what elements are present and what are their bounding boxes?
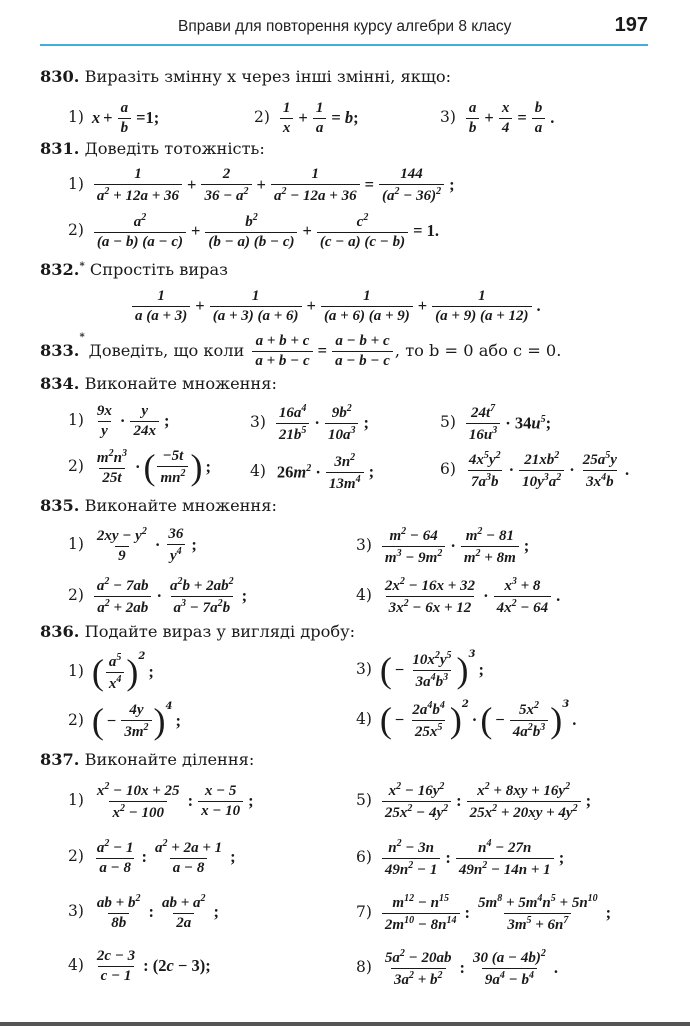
exercise: 5) $x^2 - 16y^2$ $25x^2 - 4y^2$ : $x^2 + 8xy + 16y^2$ $25x^2 + 20xy + 4y^2$ ; — [356, 781, 592, 821]
exercise: 8) $5a^2 - 20ab$ $3a^2 + b^2$ : 30 $(a - 4b)^2$ $9a^4 - b^4$ . — [356, 948, 558, 988]
task-text: Виразіть змінну x через інші змінні, якщо: — [84, 67, 452, 86]
exercise: 3) ab + $b^2$ 8b : ab + $a^2$ 2a ; — [68, 893, 220, 931]
exercise: 2) $m^2n^3$ 25t · ( −5t $mn^2$ ) ; — [68, 447, 211, 487]
task-text: Виконайте ділення: — [84, 750, 255, 769]
exercise: 2) $a^2 - 1$ a − 8 : $a^2 + 2a + 1$ a − 8 ; — [68, 838, 236, 876]
task-text: Подайте вираз у вигляді дробу: — [84, 622, 356, 641]
task-834: 834. Виконайте множення: — [40, 374, 277, 393]
exercise: 1) $x^2 - 10x + 25$ $x^2 - 100$ : x − 5 x − 10 ; — [68, 781, 254, 821]
task-text: Виконайте множення: — [84, 496, 277, 515]
exercise: 5) $24t^7$ $16u^3$ · $34u^5$; — [440, 403, 552, 443]
task-text: Виконайте множення: — [84, 374, 277, 393]
exercise: 1 a (a + 3) + $\frac{1}{(a + 3) (a + 6)}$ + $\frac{1}{(a + 6) (a + 9)}$ + $\frac{1}{(a + 9) (a + 12)}$ . — [130, 288, 544, 324]
page-number: 197 — [614, 14, 648, 36]
task-836: 836. Подайте вираз у вигляді дробу: — [40, 622, 356, 641]
exercise: 1) 9x y · y 24x ; — [68, 403, 170, 439]
exercise: 7) $m^{12} - n^{15}$ $2m^{10} - 8n^{14}$ : $5m^8 + 5m^4n^5 + 5n^{10}$ $3m^5 + 6n^7$ ; — [356, 893, 612, 933]
task-837: 837. Виконайте ділення: — [40, 750, 255, 769]
header-divider — [40, 44, 648, 46]
task-text: Доведіть тотожність: — [84, 139, 265, 158]
task-830: 830. Виразіть змінну x через інші змінні, якщо: — [40, 67, 452, 86]
exercise: 2) 1 x + $\frac{1}{a}$ = b; — [254, 100, 359, 136]
exercise: 4) ( − $\frac{2a^4b^4}{25x^5}$ ) 2 · ( − $\frac{5x^2}{4a^2b^3}$ ) 3 . — [356, 699, 577, 740]
exercise: 3) a b + $\frac{x}{4}$ = $\frac{b}{a}$ . — [440, 100, 555, 136]
page-bottom-edge — [0, 1022, 690, 1026]
header-title: Вправи для повторення курсу алгебри 8 класу — [178, 18, 512, 35]
exercise: 4) $2x^2 - 16x + 32$ $3x^2 - 6x + 12$ · $x^3 + 8$ $4x^2 - 64$ . — [356, 576, 561, 616]
task-831: 831. Доведіть тотожність: — [40, 139, 265, 158]
exercise: 1) ( $a^5$ $x^4$ ) 2 ; — [68, 651, 154, 692]
page-header — [40, 14, 650, 46]
exercise: 2) $a^2 - 7ab$ $a^2 + 2ab$ · $a^2b + 2ab^2$ $a^3 - 7a^2b$ ; — [68, 576, 248, 616]
exercise: 6) $4x^5y^2$ $7a^3b$ · $21xb^2$ $10y^3a^2$ · $25a^5y$ $3x^4b$ . — [440, 450, 630, 490]
exercise: 1) 1 $a^2 + 12a + 36$ + $\frac{2}{36 - a^2}$ + $\frac{1}{a^2 - 12a + 36}$ = $\frac{144}{(a^2 - 36)^2}$ ; — [68, 166, 455, 204]
task-835: 835. Виконайте множення: — [40, 496, 277, 515]
exercise: 1) x + $\frac{a}{b}$ =1; — [68, 100, 160, 136]
exercise: 3) ( − $\frac{10x^2y^5}{3a^4b^3}$ ) 3 ; — [356, 649, 484, 690]
exercise: 3) $16a^4$ $21b^5$ · $9b^2$ $10a^3$ ; — [250, 403, 369, 443]
exercise: 1) $2xy - y^2$ 9 · 36 $y^4$ ; — [68, 526, 197, 564]
task-832: 832.* Спростіть вираз — [40, 260, 228, 279]
exercise: 4) 2c − 3 c − 1 : (2c − 3); — [68, 948, 211, 984]
exercise: 2) $a^2$ (a − b) (a − c) + $\frac{b^2}{(b - a) (b - c)}$ + $\frac{c^2}{(c - a) (c - b)}$ = 1. — [68, 212, 440, 250]
exercise: 6) $n^2 - 3n$ $49n^2 - 1$ : $n^4 - 27n$ $49n^2 - 14n + 1$ ; — [356, 838, 565, 878]
exercise: 3) $m^2 - 64$ $m^3 - 9m^2$ · $m^2 - 81$ $m^2 + 8m$ ; — [356, 526, 530, 566]
exercise: 4) $26m^2$ · $3n^2$ $13m^4$ ; — [250, 452, 375, 492]
exercise: 2) ( − $\frac{4y}{3m^2}$ ) 4 ; — [68, 701, 181, 741]
task-833: 833. * Доведіть, що коли $\frac{a + b + c}{a + b - c}$ = $\frac{a - b + c}{a - b - c}$ , то b = 0 або c = 0. — [40, 332, 562, 369]
task-text: Спростіть вираз — [89, 260, 228, 279]
